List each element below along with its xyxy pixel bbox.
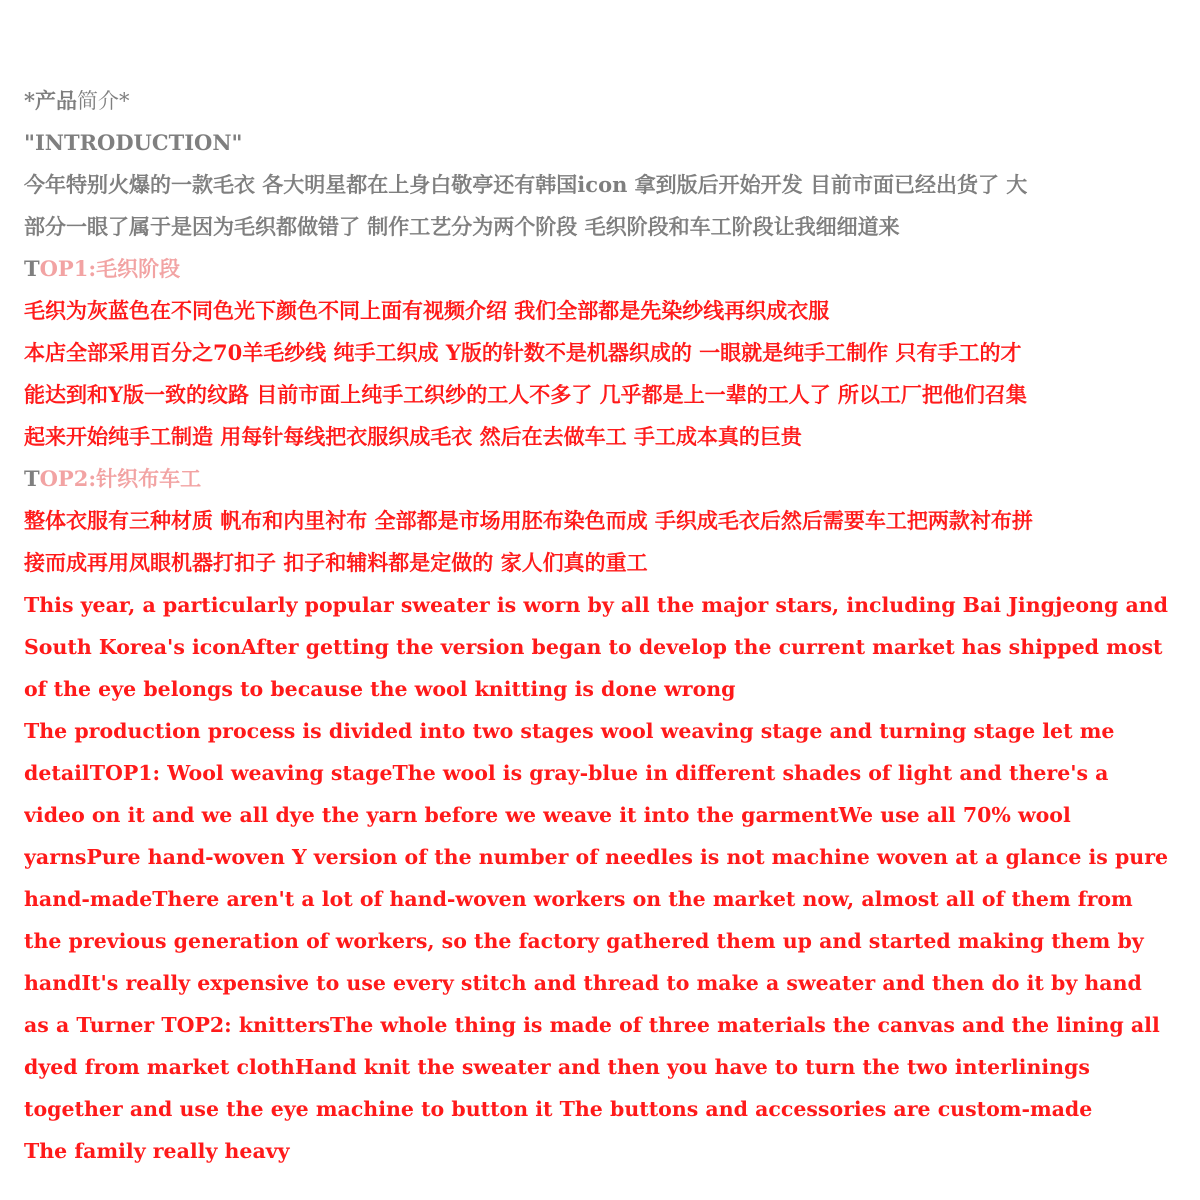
section-heading (24, 80, 1180, 122)
stage2-title-initial: T (24, 466, 40, 491)
english-line: dyed from market clothHand knit the sweater and then you have to turn the two interlinings (24, 1055, 1090, 1079)
english-line: This year, a particularly popular sweater is worn by all the major stars, including Bai Jingjeong and (24, 593, 1168, 617)
section-subheading: "INTRODUCTION" (24, 130, 243, 155)
stage2-title-text: OP2:针织布车工 (39, 466, 202, 491)
english-line: South Korea's iconAfter getting the version began to develop the current market has shipped most (24, 635, 1163, 659)
stage2-line: 接而成再用凤眼机器打扣子 扣子和辅料都是定做的 家人们真的重工 (24, 550, 648, 575)
stage2-title (24, 458, 1180, 500)
english-line: as a Turner TOP2: knittersThe whole thing is made of three materials the canvas and the lining all (24, 1013, 1160, 1037)
english-line: detailTOP1: Wool weaving stageThe wool is gray-blue in different shades of light and there's a (24, 761, 1109, 785)
heading-suffix: 简介* (76, 89, 130, 113)
english-line: yarnsPure hand-woven Y version of the number of needles is not machine woven at a glance is pure (24, 845, 1169, 869)
english-line: of the eye belongs to because the wool knitting is done wrong (24, 677, 736, 701)
english-line: handIt's really expensive to use every stitch and thread to make a sweater and then do it by hand (24, 971, 1142, 995)
stage1-line: 起来开始纯手工制造 用每针每线把衣服织成毛衣 然后在去做车工 手工成本真的巨贵 (24, 424, 802, 449)
stage1-line: 本店全部采用百分之70羊毛纱线 纯手工织成 Y版的针数不是机器织成的 一眼就是纯手工制作 只有手工的才 (24, 340, 1022, 365)
stage1-title-initial: T (24, 256, 40, 281)
stage1-title (24, 248, 1180, 290)
english-line: The production process is divided into two stages wool weaving stage and turning stage let me (24, 719, 1115, 743)
intro-line: 部分一眼了属于是因为毛织都做错了 制作工艺分为两个阶段 毛织阶段和车工阶段让我细细道来 (24, 214, 900, 239)
english-line: hand-madeThere aren't a lot of hand-woven workers on the market now, almost all of them from (24, 887, 1133, 911)
english-line: the previous generation of workers, so the factory gathered them up and started making them by (24, 929, 1144, 953)
english-line: together and use the eye machine to button it The buttons and accessories are custom-made (24, 1097, 1093, 1121)
stage1-line: 能达到和Y版一致的纹路 目前市面上纯手工织纱的工人不多了 几乎都是上一辈的工人了 所以工厂把他们召集 (24, 382, 1027, 407)
stage1-line: 毛织为灰蓝色在不同色光下颜色不同上面有视频介绍 我们全部都是先染纱线再织成衣服 (24, 298, 830, 323)
intro-line: 今年特别火爆的一款毛衣 各大明星都在上身白敬亭还有韩国icon 拿到版后开始开发 目前市面已经出货了 大 (24, 172, 1028, 197)
product-description (24, 80, 1180, 1172)
english-line: The family really heavy (24, 1139, 290, 1163)
english-line: video on it and we all dye the yarn before we weave it into the garmentWe use all 70% wool (24, 803, 1071, 827)
stage1-title-text: OP1:毛织阶段 (39, 256, 181, 281)
stage2-line: 整体衣服有三种材质 帆布和内里衬布 全部都是市场用胚布染色而成 手织成毛衣后然后需要车工把两款衬布拼 (24, 508, 1033, 533)
heading-prefix: *产品 (24, 88, 77, 113)
